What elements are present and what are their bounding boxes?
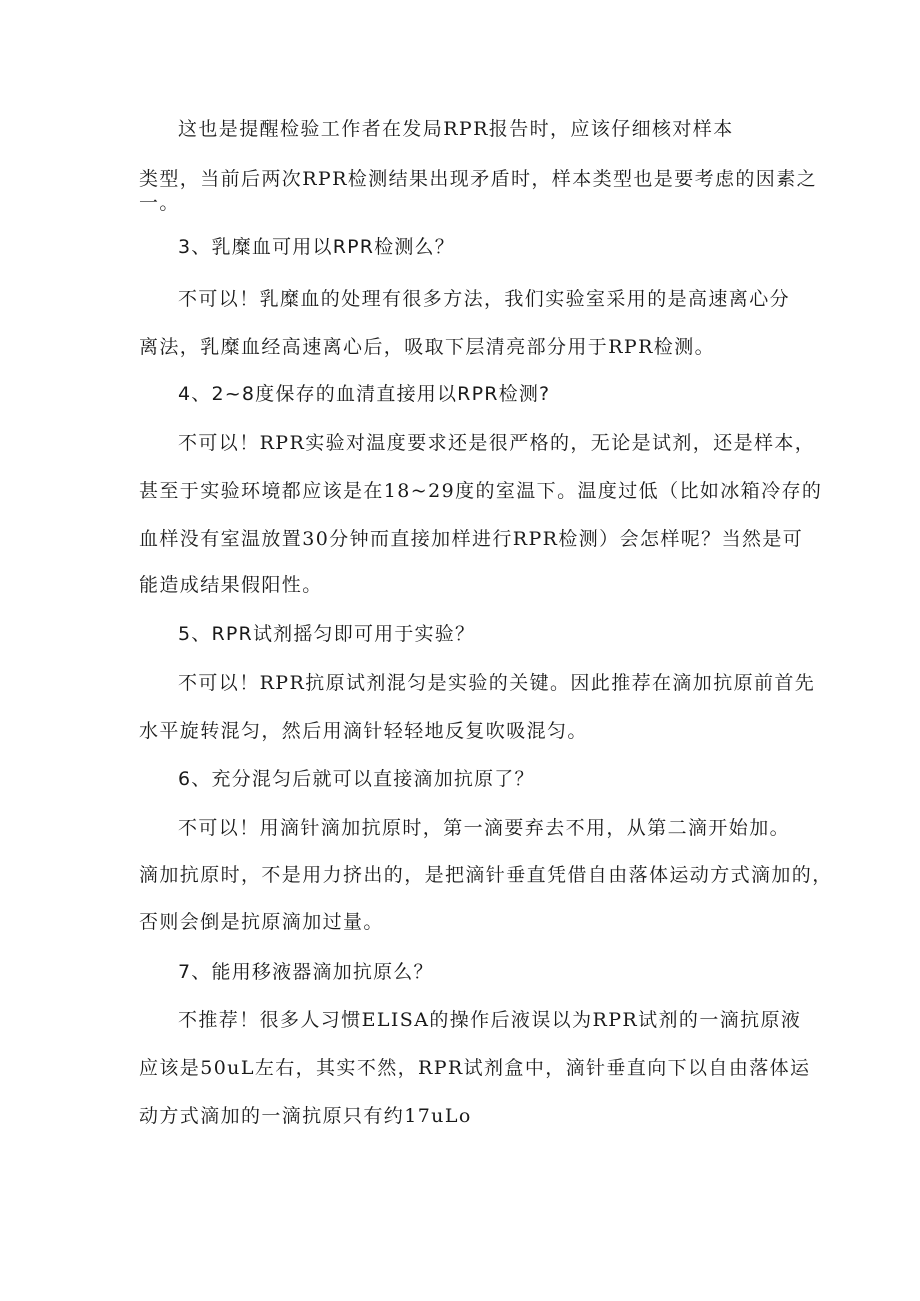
- section-heading: 7、能用移液器滴加抗原么？: [178, 961, 434, 983]
- section-heading: 4、2~8度保存的血清直接用以RPR检测?: [178, 383, 551, 405]
- section-heading: 6、充分混匀后就可以直接滴加抗原了？: [178, 768, 535, 790]
- paragraph-line: 不可以！乳糜血的处理有很多方法，我们实验室采用的是高速离心分: [178, 288, 791, 310]
- paragraph-line: 血样没有室温放置30分钟而直接加样进行RPR检测）会怎样呢？当然是可: [139, 528, 804, 550]
- paragraph-line: 不可以！用滴针滴加抗原时，第一滴要弃去不用，从第二滴开始加。: [178, 817, 791, 839]
- paragraph-line: 水平旋转混匀，然后用滴针轻轻地反复吹吸混匀。: [139, 720, 588, 742]
- section-heading: 3、乳糜血可用以RPR检测么？: [178, 236, 455, 258]
- paragraph-line: 滴加抗原时，不是用力挤出的，是把滴针垂直凭借自由落体运动方式滴加的，: [139, 864, 833, 886]
- paragraph-line: 应该是50uL左右，其实不然，RPR试剂盒中，滴针垂直向下以自由落体运: [139, 1057, 811, 1079]
- paragraph-line: 这也是提醒检验工作者在发局RPR报告时，应该仔细核对样本: [178, 118, 734, 140]
- paragraph-line: 一。: [139, 192, 180, 214]
- paragraph-line: 类型，当前后两次RPR检测结果出现矛盾时，样本类型也是要考虑的因素之: [139, 168, 817, 190]
- paragraph-line: 甚至于实验环境都应该是在18~29度的室温下。温度过低（比如冰箱冷存的: [139, 480, 823, 502]
- paragraph-line: 否则会倒是抗原滴加过量。: [139, 911, 384, 933]
- paragraph-line: 能造成结果假阳性。: [139, 574, 323, 596]
- paragraph-line: 不推荐！很多人习惯ELISA的操作后液误以为RPR试剂的一滴抗原液: [178, 1009, 802, 1031]
- paragraph-line: 动方式滴加的一滴抗原只有约17uLo: [139, 1105, 472, 1127]
- section-heading: 5、RPR试剂摇匀即可用于实验？: [178, 623, 476, 645]
- paragraph-line: 不可以！RPR抗原试剂混匀是实验的关键。因此推荐在滴加抗原前首先: [178, 672, 816, 694]
- paragraph-line: 不可以！RPR实验对温度要求还是很严格的，无论是试剂，还是样本，: [178, 432, 816, 454]
- paragraph-line: 离法，乳糜血经高速离心后，吸取下层清亮部分用于RPR检测。: [139, 336, 715, 358]
